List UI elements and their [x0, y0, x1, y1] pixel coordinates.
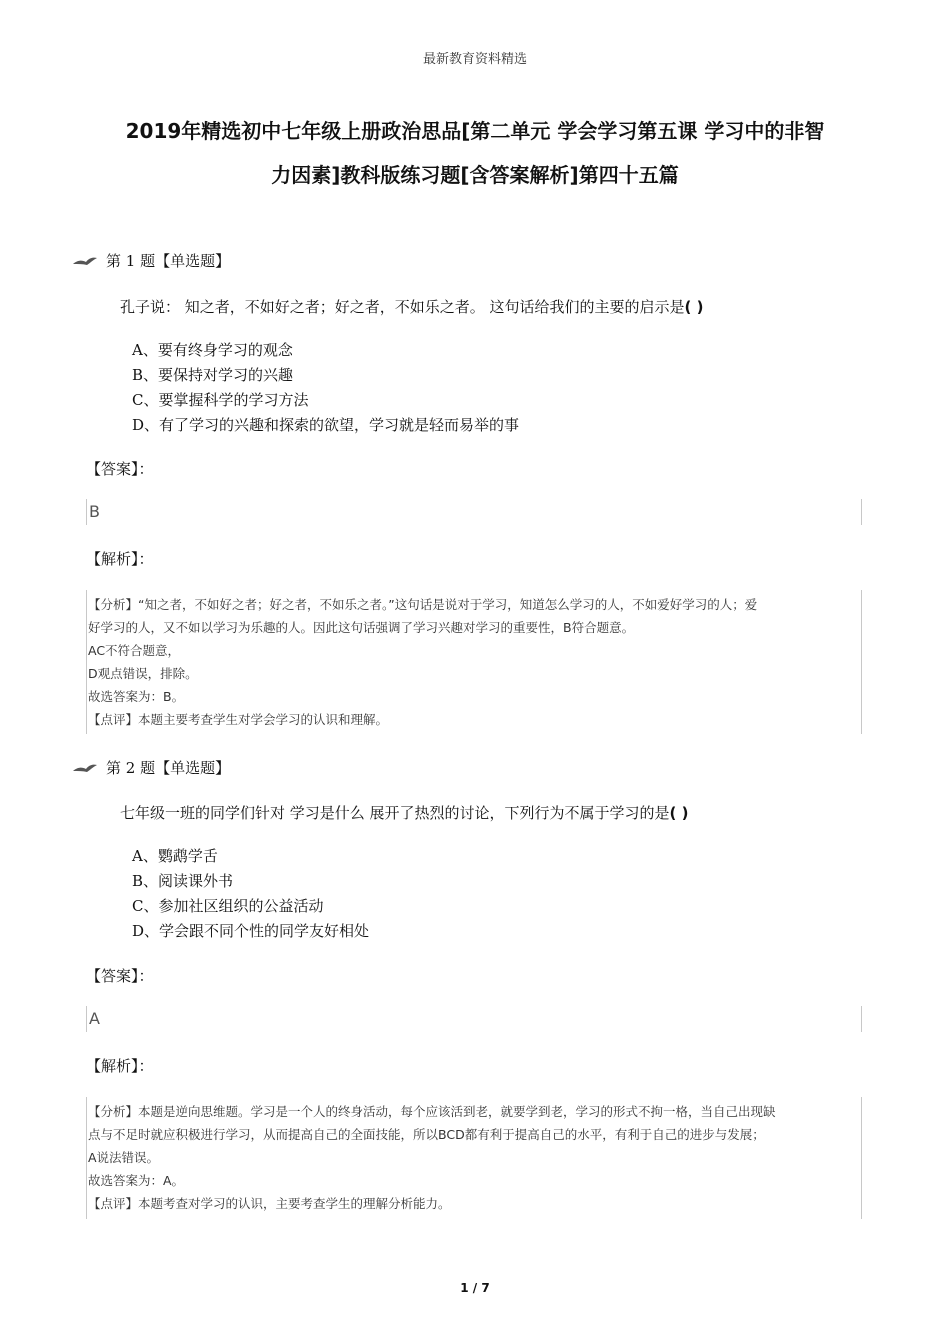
question-1-explain-line: AC不符合题意，	[88, 643, 181, 658]
question-1-text	[120, 296, 703, 317]
question-1-option-c: C、要掌握科学的学习方法	[132, 391, 309, 409]
bird-icon	[72, 254, 98, 268]
question-1-explain-label: 【解析】：	[86, 550, 154, 568]
page-header: 最新教育资料精选	[422, 52, 527, 67]
question-1-explain-line: 好学习的人，又不如以学习为乐趣的人。因此这句话强调了学习兴趣对学习的重要性，B符合题意。	[88, 620, 635, 635]
question-1-explain-line: 【分析】“知之者，不如好之者；好之者，不如乐之者。”这句话是说对于学习，知道怎么学习的人，不如爱好学习的人；爱	[88, 597, 758, 612]
question-1-heading	[72, 250, 230, 271]
question-2-explain-line: 【分析】本题是逆向思维题。学习是一个人的终身活动，每个应该活到老，就要学到老，学习的形式不拘一格，当自己出现缺	[88, 1104, 776, 1119]
question-2-option-d: D、学会跟不同个性的同学友好相处	[132, 922, 370, 940]
bird-icon	[72, 761, 98, 775]
question-2-explain-line: 故选答案为：A。	[88, 1173, 185, 1188]
question-1-explain-line: 故选答案为：B。	[88, 689, 185, 704]
question-1-explain-box	[86, 590, 862, 734]
question-2-paren: ( )	[669, 804, 689, 822]
question-2-heading-text: 第 2 题【单选题】	[106, 759, 231, 777]
question-2-answer-label: 【答案】：	[86, 967, 154, 985]
question-1-stem: 孔子说： 知之者，不如好之者；好之者，不如乐之者。 这句话给我们的主要的启示是	[120, 298, 685, 316]
question-1-answer-box	[86, 499, 862, 525]
question-2-heading	[72, 757, 230, 778]
question-2-option-c: C、参加社区组织的公益活动	[132, 897, 324, 915]
question-2-text	[120, 802, 688, 823]
question-2-explain-box	[86, 1097, 862, 1219]
question-2-explain-label: 【解析】：	[86, 1057, 154, 1075]
document-title-line-1: 2019年精选初中七年级上册政治思品[第二单元 学会学习第五课 学习中的非智	[125, 119, 825, 143]
question-1-option-b: B、要保持对学习的兴趣	[132, 366, 294, 384]
question-1-explain-line: 【点评】本题主要考查学生对学会学习的认识和理解。	[88, 712, 389, 727]
question-2-answer-box	[86, 1006, 862, 1032]
question-2-option-b: B、阅读课外书	[132, 872, 234, 890]
question-2-answer: A	[89, 1009, 100, 1028]
question-2-explain-line: 【点评】本题考查对学习的认识，主要考查学生的理解分析能力。	[88, 1196, 451, 1211]
question-1-explain-line: D观点错误，排除。	[88, 666, 198, 681]
question-2-stem: 七年级一班的同学们针对 学习是什么 展开了热烈的讨论，下列行为不属于学习的是	[120, 804, 670, 822]
question-2-explain-line: 点与不足时就应积极进行学习，从而提高自己的全面技能，所以BCD都有利于提高自己的水平，有利于自己的进步与发展；	[88, 1127, 765, 1142]
question-1-answer-label: 【答案】：	[86, 460, 154, 478]
question-1-option-d: D、有了学习的兴趣和探索的欲望，学习就是轻而易举的事	[132, 416, 520, 434]
question-1-option-a: A、要有终身学习的观念	[132, 341, 293, 359]
question-2-explain-line: A说法错误。	[88, 1150, 160, 1165]
question-1-heading-text: 第 1 题【单选题】	[106, 252, 231, 270]
question-2-option-a: A、鹦鹉学舌	[132, 847, 218, 865]
question-1-answer: B	[89, 502, 100, 521]
question-1-paren: ( )	[684, 298, 704, 316]
page-number: 1 / 7	[460, 1281, 490, 1295]
document-title-line-2: 力因素]教科版练习题[含答案解析]第四十五篇	[271, 163, 679, 187]
